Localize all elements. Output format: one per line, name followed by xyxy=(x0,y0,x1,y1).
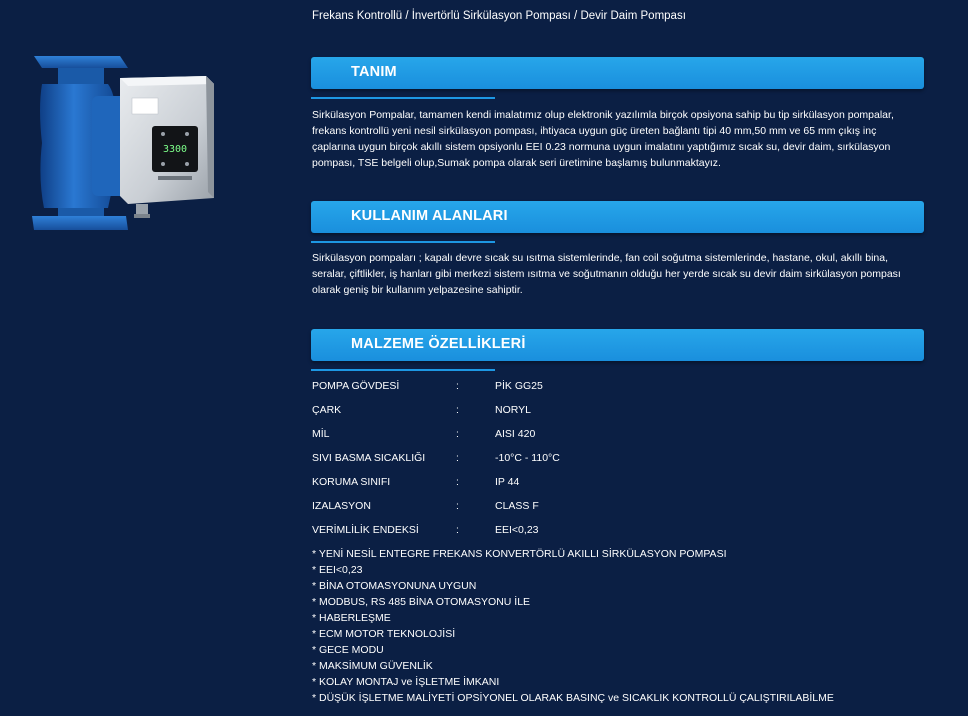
spec-value: IP 44 xyxy=(495,476,520,488)
spec-colon: : xyxy=(456,524,459,536)
spec-row xyxy=(312,470,912,494)
top-flange xyxy=(34,56,128,68)
spec-key: POMPA GÖVDESİ xyxy=(312,380,400,392)
section-heading-kullanim: KULLANIM ALANLARI xyxy=(351,208,508,224)
feature-item: * DÜŞÜK İŞLETME MALİYETİ OPSİYONEL OLARAK BASINÇ ve SICAKLIK KONTROLLÜ ÇALIŞTIRILABİLME xyxy=(312,692,834,704)
feature-item: * MAKSİMUM GÜVENLİK xyxy=(312,660,433,672)
spec-colon: : xyxy=(456,476,459,488)
feature-item: * YENİ NESİL ENTEGRE FREKANS KONVERTÖRLÜ AKILLI SİRKÜLASYON POMPASI xyxy=(312,548,727,560)
spec-colon: : xyxy=(456,428,459,440)
feature-item: * MODBUS, RS 485 BİNA OTOMASYONU İLE xyxy=(312,596,531,608)
spec-colon: : xyxy=(456,404,459,416)
product-image xyxy=(28,48,238,238)
spec-row xyxy=(312,398,912,422)
spec-key: VERİMLİLİK ENDEKSİ xyxy=(312,524,419,536)
section-header-tanim xyxy=(311,57,924,89)
feature-item: * HABERLEŞME xyxy=(312,612,391,624)
feature-item: * EEI<0,23 xyxy=(312,564,363,576)
spec-key: IZALASYON xyxy=(312,500,371,512)
spec-value: CLASS F xyxy=(495,500,539,512)
feature-item: * ECM MOTOR TEKNOLOJİSİ xyxy=(312,628,456,640)
divider-tanim xyxy=(311,97,495,99)
spec-key: ÇARK xyxy=(312,404,342,416)
spec-row xyxy=(312,374,912,398)
spec-colon: : xyxy=(456,500,459,512)
feature-list xyxy=(312,546,932,706)
spec-colon: : xyxy=(456,380,459,392)
spec-row xyxy=(312,446,912,470)
display-reading: 3300 xyxy=(162,144,188,155)
page-title: Frekans Kontrollü / İnvertörlü Sirkülasyon Pompası / Devir Daim Pompası xyxy=(312,10,686,22)
spec-value: AISI 420 xyxy=(495,428,536,440)
spec-key: SIVI BASMA SICAKLIĞI xyxy=(312,452,426,464)
feature-item: * BİNA OTOMASYONUNA UYGUN xyxy=(312,580,477,592)
spec-table xyxy=(312,374,912,542)
divider-kullanim xyxy=(311,241,495,243)
kullanim-description: Sirkülasyon pompaları ; kapalı devre sıcak su ısıtma sistemlerinde, fan coil soğutma sistemlerinde, hastane, okul, akıllı bina, seralar, çiftlikler, iş hanları gibi merkezi sistem ısıtma ve soğutmanın olduğu her yerde sıcak su devir daim sirkülasyon pompası olarak geniş bir kullanım yelpazesine sahiptir. xyxy=(312,252,901,296)
spec-value: NORYL xyxy=(495,404,531,416)
section-heading-malzeme: MALZEME ÖZELLİKLERİ xyxy=(351,336,526,352)
divider-malzeme xyxy=(311,369,495,371)
spec-value: PİK GG25 xyxy=(495,380,543,392)
spec-value: EEI<0,23 xyxy=(495,524,539,536)
feature-item: * KOLAY MONTAJ ve İŞLETME İMKANI xyxy=(312,676,500,688)
spec-row xyxy=(312,422,912,446)
spec-colon: : xyxy=(456,452,459,464)
bottom-flange xyxy=(32,216,128,230)
spec-key: MİL xyxy=(312,428,330,440)
spec-row xyxy=(312,518,912,542)
section-header-malzeme xyxy=(311,329,924,361)
spec-value: -10°C - 110°C xyxy=(495,452,560,464)
tanim-description: Sirkülasyon Pompalar, tamamen kendi imalatımız olup elektronik yazılımla birçok opsiyona sahip bu tip sirkülasyon pompalar, frekans kontrollü yeni nesil sirkülasyon pompası, ihtiyaca uygun güç üreten bağlantı tipi 40 mm,50 mm ve 65 mm çıkış inç çaplarına uygun birçok akıllı sistem opsiyonlu EEI 0.23 normuna uygun imalatını yaptığımız sıcak su, devir daim, sırkülasyon pompası, TSE belgeli olup,Sumak pompa olarak seri üretimine başlamış bulunmaktayız. xyxy=(312,109,894,169)
section-header-kullanim xyxy=(311,201,924,233)
spec-key: KORUMA SINIFI xyxy=(312,476,391,488)
spec-row xyxy=(312,494,912,518)
feature-item: * GECE MODU xyxy=(312,644,384,656)
section-heading-tanim: TANIM xyxy=(351,64,397,80)
